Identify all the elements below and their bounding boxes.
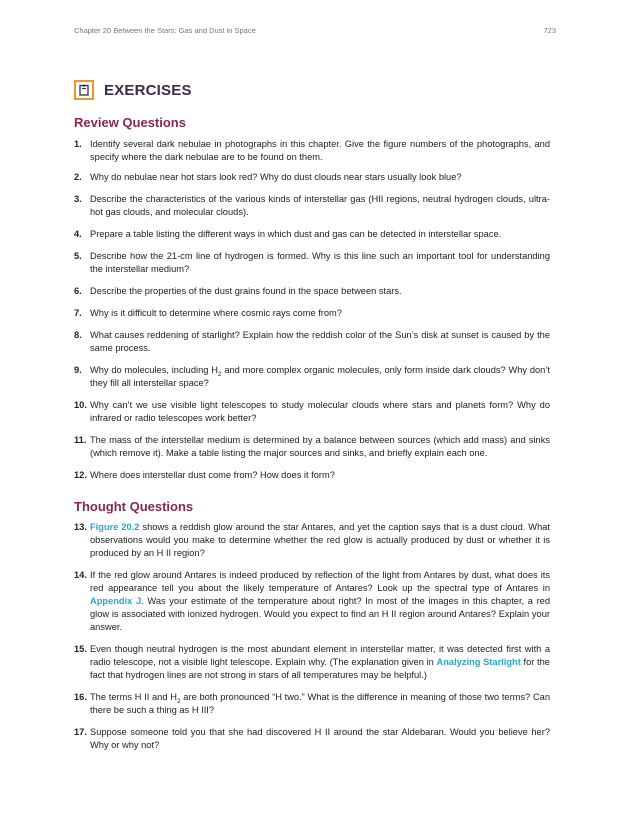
question-item: 10. Why can’t we use visible light telescopes to study molecular clouds where stars and planets form? Why do infrared or radio telescopes work better?	[74, 400, 550, 423]
question-item: 14. If the red glow around Antares is indeed produced by reflection of the light from Antares by dust, what does its red appearance tell you about the likely temperature of Antares? Look up the spectral type of Antares in Appendix J. Was your estimate of the temperature about right? In most of the images in this chapter, a red glow is associated with ionized hydrogen. Would you expect to find an H II region around Antares? Explain your answer.	[74, 570, 550, 632]
question-item: 17. Suppose someone told you that she had discovered H II around the star Aldebaran. Would you believe her? Why or why not?	[74, 727, 550, 750]
review-questions-title: Review Questions	[74, 115, 186, 130]
question-item: 9. Why do molecules, including $H_2$ and more complex organic molecules, only form inside dark clouds? Why don’t they fill all interstellar space?	[74, 365, 550, 388]
appendix-link[interactable]: Appendix J	[90, 596, 142, 606]
question-item: 2. Why do nebulae near hot stars look red? Why do dust clouds near stars usually look blue?	[74, 172, 462, 182]
question-item: 6. Describe the properties of the dust grains found in the space between stars.	[74, 286, 402, 296]
page-number: 723	[543, 26, 556, 35]
review-question-list	[74, 138, 550, 491]
question-item: 16. The terms H II and $H_2$ are both pronounced “H two.” What is the difference in meaning of those two terms? Can there be such a thing as H III?	[74, 692, 550, 715]
chapter-title: Chapter 20 Between the Stars: Gas and Dust in Space	[74, 26, 256, 35]
analyzing-starlight-link[interactable]: Analyzing Starlight	[436, 657, 521, 667]
exercise-book-icon	[74, 80, 94, 100]
exercises-heading	[74, 80, 192, 100]
question-item: 12. Where does interstellar dust come from? How does it form?	[74, 470, 335, 480]
question-item: 13. Figure 20.2 shows a reddish glow around the star Antares, and yet the caption says that is a dust cloud. What observations would you make to determine whether the red glow is actually produced by dust or whether it is produced by an H II region?	[74, 522, 550, 558]
question-item: 11. The mass of the interstellar medium is determined by a balance between sources (which add mass) and sinks (which remove it). Make a table listing the major sources and sinks, and briefly explain each one.	[74, 435, 550, 458]
question-item: 7. Why is it difficult to determine where cosmic rays come from?	[74, 308, 342, 318]
question-item: 3. Describe the characteristics of the various kinds of interstellar gas (HII regions, neutral hydrogen clouds, ultra-hot gas clouds, and molecular clouds).	[74, 194, 550, 217]
thought-question-list	[74, 521, 550, 756]
question-item: 5. Describe how the 21-cm line of hydrogen is formed. Why is this line such an important tool for understanding the interstellar medium?	[74, 251, 550, 274]
figure-link[interactable]: Figure 20.2	[90, 522, 140, 532]
exercises-title: EXERCISES	[104, 81, 192, 99]
question-item: 15. Even though neutral hydrogen is the most abundant element in interstellar matter, it was detected first with a radio telescope, not a visible light telescope. Explain why. (The explanation given in Analyzing Starlight for the fact that hydrogen lines are not strong in stars of all temperatures may be helpful.)	[74, 644, 550, 680]
question-item: 1. Identify several dark nebulae in photographs in this chapter. Give the figure numbers of the photographs, and specify where the dark nebulae are to be found on them.	[74, 139, 550, 162]
question-item: 8. What causes reddening of starlight? Explain how the reddish color of the Sun’s disk at sunset is caused by the same process.	[74, 330, 550, 353]
thought-questions-title: Thought Questions	[74, 499, 194, 514]
question-item: 4. Prepare a table listing the different ways in which dust and gas can be detected in interstellar space.	[74, 229, 502, 239]
page-header	[74, 26, 556, 35]
